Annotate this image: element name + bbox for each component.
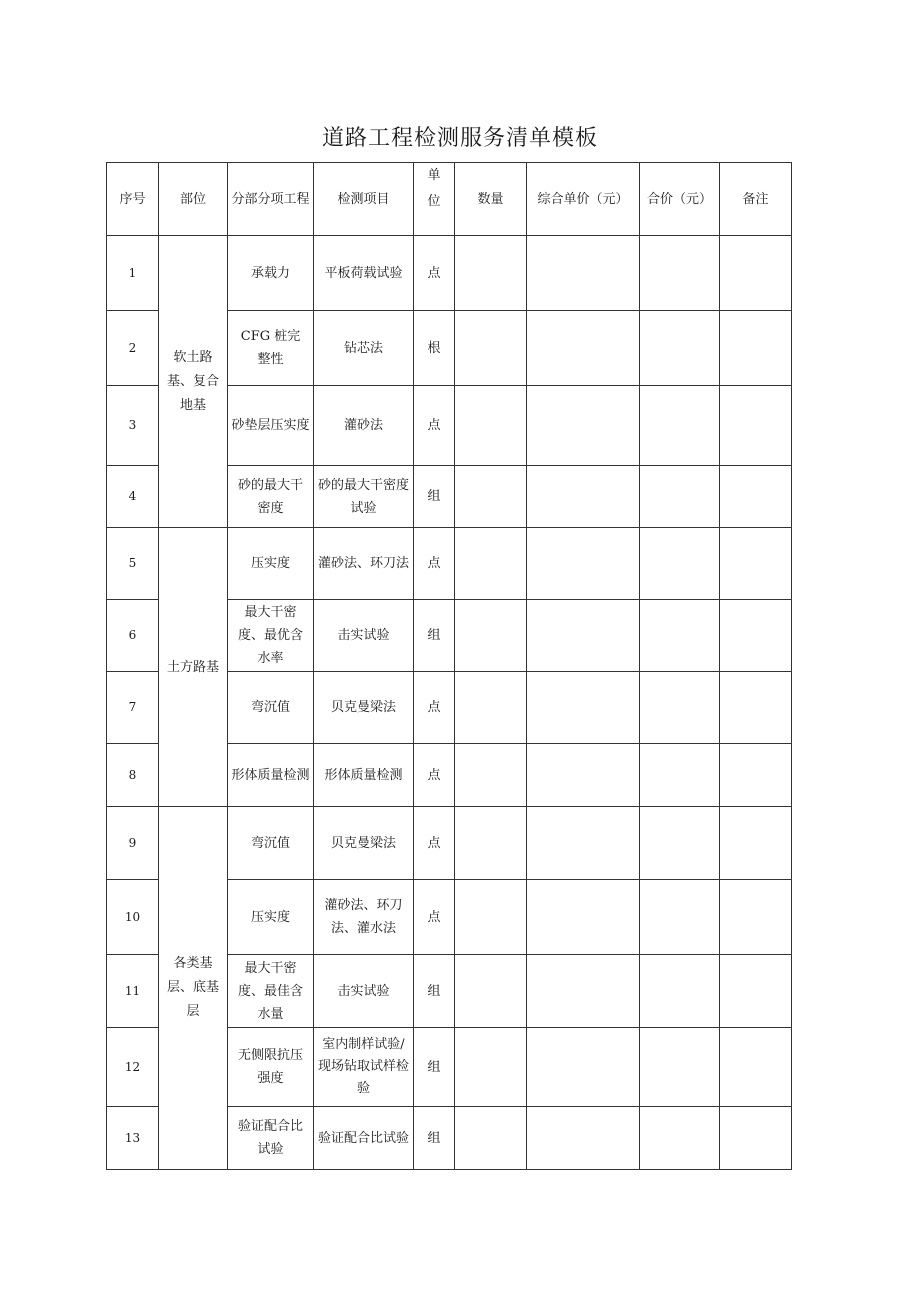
row-item: 砂的最大干密度试验 (314, 466, 414, 528)
row-unit-price[interactable] (527, 744, 640, 807)
row-sub: 砂的最大干密度 (228, 466, 314, 528)
row-seq: 7 (107, 672, 159, 744)
row-sub: 验证配合比试验 (228, 1107, 314, 1170)
row-sub: 形体质量检测 (228, 744, 314, 807)
row-note[interactable] (720, 955, 792, 1028)
row-total[interactable] (640, 880, 720, 955)
row-note[interactable] (720, 880, 792, 955)
header-seq: 序号 (107, 163, 159, 236)
row-item: 验证配合比试验 (314, 1107, 414, 1170)
row-unit: 组 (414, 1028, 455, 1107)
row-item: 钻芯法 (314, 311, 414, 386)
row-unit: 点 (414, 386, 455, 466)
row-note[interactable] (720, 672, 792, 744)
row-item: 室内制样试验/现场钻取试样检验 (314, 1028, 414, 1107)
row-qty[interactable] (455, 1107, 527, 1170)
row-qty[interactable] (455, 807, 527, 880)
header-unit-price: 综合单价（元） (527, 163, 640, 236)
header-item: 检测项目 (314, 163, 414, 236)
row-note[interactable] (720, 744, 792, 807)
service-list-table (106, 162, 792, 1170)
row-qty[interactable] (455, 744, 527, 807)
row-unit-price[interactable] (527, 236, 640, 311)
table-row (107, 236, 792, 311)
row-unit-price[interactable] (527, 311, 640, 386)
row-qty[interactable] (455, 386, 527, 466)
table-row (107, 528, 792, 600)
row-unit-price[interactable] (527, 466, 640, 528)
row-item: 击实试验 (314, 955, 414, 1028)
row-qty[interactable] (455, 672, 527, 744)
row-note[interactable] (720, 1107, 792, 1170)
row-item: 灌砂法、环刀法 (314, 528, 414, 600)
row-qty[interactable] (455, 600, 527, 672)
row-total[interactable] (640, 386, 720, 466)
row-unit: 点 (414, 880, 455, 955)
row-total[interactable] (640, 672, 720, 744)
row-seq: 6 (107, 600, 159, 672)
row-item: 灌砂法 (314, 386, 414, 466)
row-sub: 弯沉值 (228, 672, 314, 744)
row-seq: 4 (107, 466, 159, 528)
row-sub: 无侧限抗压强度 (228, 1028, 314, 1107)
row-total[interactable] (640, 1107, 720, 1170)
row-unit-price[interactable] (527, 386, 640, 466)
row-note[interactable] (720, 311, 792, 386)
row-qty[interactable] (455, 880, 527, 955)
row-qty[interactable] (455, 466, 527, 528)
group-part: 土方路基 (159, 528, 228, 807)
row-sub: 最大干密度、最佳含水量 (228, 955, 314, 1028)
row-unit: 点 (414, 528, 455, 600)
row-unit-price[interactable] (527, 955, 640, 1028)
row-total[interactable] (640, 807, 720, 880)
group-part: 各类基层、底基层 (159, 807, 228, 1170)
row-total[interactable] (640, 600, 720, 672)
row-note[interactable] (720, 600, 792, 672)
header-part: 部位 (159, 163, 228, 236)
row-unit: 点 (414, 807, 455, 880)
row-unit-price[interactable] (527, 528, 640, 600)
row-sub: 压实度 (228, 528, 314, 600)
row-seq: 5 (107, 528, 159, 600)
header-unit: 单位 (414, 163, 455, 236)
row-qty[interactable] (455, 1028, 527, 1107)
row-unit: 组 (414, 600, 455, 672)
row-seq: 10 (107, 880, 159, 955)
row-unit-price[interactable] (527, 1107, 640, 1170)
row-total[interactable] (640, 744, 720, 807)
row-sub: 砂垫层压实度 (228, 386, 314, 466)
row-qty[interactable] (455, 955, 527, 1028)
row-note[interactable] (720, 807, 792, 880)
row-seq: 11 (107, 955, 159, 1028)
row-unit-price[interactable] (527, 807, 640, 880)
row-note[interactable] (720, 466, 792, 528)
header-sub: 分部分项工程 (228, 163, 314, 236)
row-sub: 最大干密度、最优含水率 (228, 600, 314, 672)
row-item: 形体质量检测 (314, 744, 414, 807)
row-qty[interactable] (455, 236, 527, 311)
row-unit: 点 (414, 236, 455, 311)
header-total: 合价（元） (640, 163, 720, 236)
row-seq: 3 (107, 386, 159, 466)
row-note[interactable] (720, 236, 792, 311)
row-seq: 12 (107, 1028, 159, 1107)
row-seq: 9 (107, 807, 159, 880)
row-unit: 组 (414, 955, 455, 1028)
row-total[interactable] (640, 1028, 720, 1107)
group-part: 软土路基、复合地基 (159, 236, 228, 528)
row-total[interactable] (640, 528, 720, 600)
row-item: 灌砂法、环刀法、灌水法 (314, 880, 414, 955)
row-note[interactable] (720, 386, 792, 466)
document-title: 道路工程检测服务清单模板 (321, 126, 598, 151)
row-item: 平板荷载试验 (314, 236, 414, 311)
row-seq: 13 (107, 1107, 159, 1170)
row-unit: 组 (414, 1107, 455, 1170)
row-seq: 2 (107, 311, 159, 386)
row-note[interactable] (720, 528, 792, 600)
row-sub: CFG 桩完整性 (228, 311, 314, 386)
row-sub: 压实度 (228, 880, 314, 955)
row-total[interactable] (640, 236, 720, 311)
header-row (107, 163, 792, 236)
row-note[interactable] (720, 1028, 792, 1107)
row-unit-price[interactable] (527, 1028, 640, 1107)
row-unit: 点 (414, 672, 455, 744)
row-total[interactable] (640, 311, 720, 386)
header-note: 备注 (720, 163, 792, 236)
row-sub: 弯沉值 (228, 807, 314, 880)
row-qty[interactable] (455, 528, 527, 600)
row-seq: 1 (107, 236, 159, 311)
row-sub: 承载力 (228, 236, 314, 311)
row-qty[interactable] (455, 311, 527, 386)
row-total[interactable] (640, 955, 720, 1028)
row-item: 击实试验 (314, 600, 414, 672)
row-unit-price[interactable] (527, 600, 640, 672)
row-unit: 根 (414, 311, 455, 386)
header-qty: 数量 (455, 163, 527, 236)
table-row (107, 807, 792, 880)
row-unit: 组 (414, 466, 455, 528)
row-unit: 点 (414, 744, 455, 807)
row-unit-price[interactable] (527, 672, 640, 744)
row-item: 贝克曼梁法 (314, 672, 414, 744)
row-seq: 8 (107, 744, 159, 807)
row-unit-price[interactable] (527, 880, 640, 955)
row-total[interactable] (640, 466, 720, 528)
row-item: 贝克曼梁法 (314, 807, 414, 880)
